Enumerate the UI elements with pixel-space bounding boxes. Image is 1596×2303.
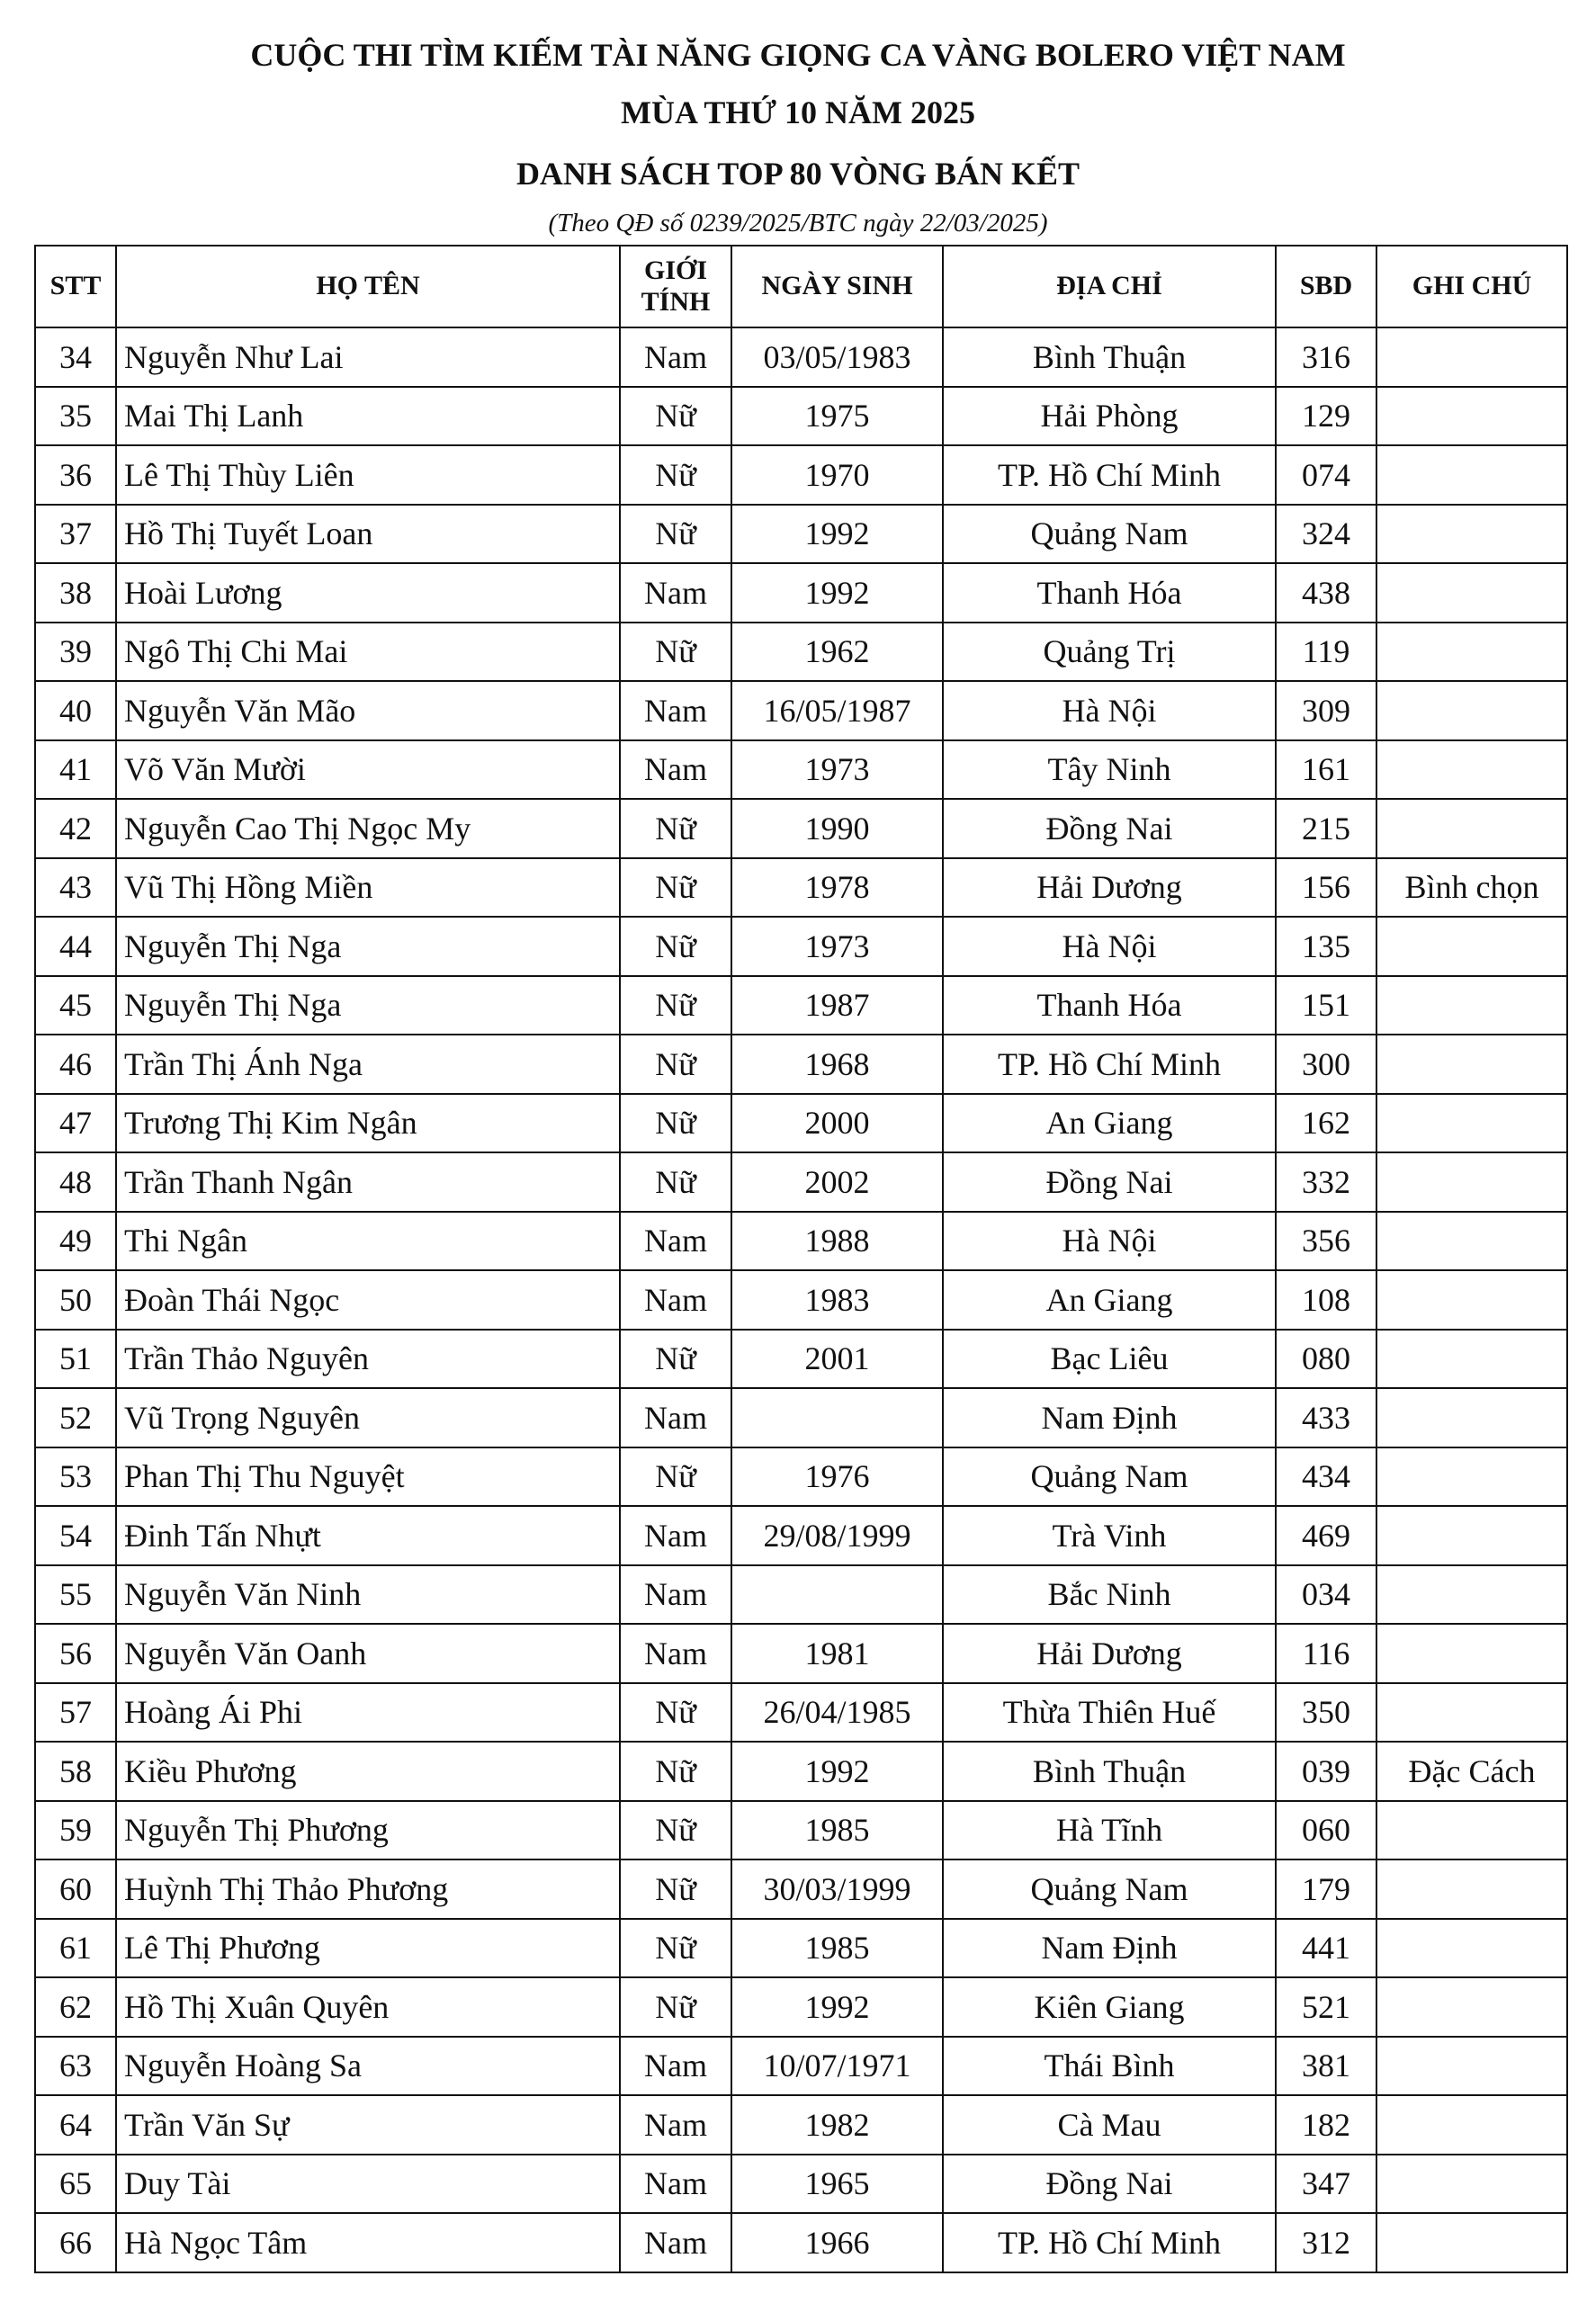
cell-stt: 61 <box>35 1919 116 1978</box>
table-row <box>35 976 1567 1035</box>
cell-gender: Nữ <box>620 1330 731 1389</box>
cell-name: Nguyễn Thị Nga <box>116 917 620 976</box>
cell-note <box>1376 387 1567 446</box>
cell-sbd: 161 <box>1276 740 1376 800</box>
table-row <box>35 1683 1567 1743</box>
cell-sbd: 156 <box>1276 858 1376 918</box>
cell-name: Nguyễn Như Lai <box>116 327 620 387</box>
cell-name: Trần Thị Ánh Nga <box>116 1035 620 1094</box>
table-row <box>35 445 1567 505</box>
cell-name: Ngô Thị Chi Mai <box>116 623 620 682</box>
cell-dob <box>731 1388 943 1447</box>
cell-note <box>1376 1388 1567 1447</box>
table-row <box>35 1742 1567 1801</box>
cell-stt: 34 <box>35 327 116 387</box>
cell-stt: 63 <box>35 2037 116 2096</box>
cell-sbd: 074 <box>1276 445 1376 505</box>
table-row <box>35 1270 1567 1330</box>
cell-address: Thừa Thiên Huế <box>943 1683 1276 1743</box>
cell-name: Võ Văn Mười <box>116 740 620 800</box>
table-row <box>35 681 1567 740</box>
cell-address: Bạc Liêu <box>943 1330 1276 1389</box>
cell-stt: 45 <box>35 976 116 1035</box>
cell-stt: 58 <box>35 1742 116 1801</box>
cell-dob: 1982 <box>731 2095 943 2155</box>
cell-gender: Nam <box>620 1388 731 1447</box>
table-row <box>35 2213 1567 2272</box>
cell-dob: 2001 <box>731 1330 943 1389</box>
table-row <box>35 1447 1567 1507</box>
cell-address: An Giang <box>943 1094 1276 1153</box>
table-row <box>35 917 1567 976</box>
list-title: DANH SÁCH TOP 80 VÒNG BÁN KẾT <box>516 156 1080 192</box>
cell-dob: 1992 <box>731 1742 943 1801</box>
cell-stt: 41 <box>35 740 116 800</box>
cell-gender: Nam <box>620 1212 731 1271</box>
cell-name: Đinh Tấn Nhựt <box>116 1506 620 1565</box>
cell-dob: 30/03/1999 <box>731 1859 943 1919</box>
cell-name: Đoàn Thái Ngọc <box>116 1270 620 1330</box>
cell-sbd: 135 <box>1276 917 1376 976</box>
cell-note <box>1376 740 1567 800</box>
cell-name: Mai Thị Lanh <box>116 387 620 446</box>
cell-note <box>1376 1212 1567 1271</box>
cell-name: Hồ Thị Xuân Quyên <box>116 1977 620 2037</box>
cell-sbd: 116 <box>1276 1624 1376 1683</box>
cell-name: Kiều Phương <box>116 1742 620 1801</box>
cell-note <box>1376 505 1567 564</box>
cell-sbd: 300 <box>1276 1035 1376 1094</box>
table-row <box>35 623 1567 682</box>
cell-sbd: 129 <box>1276 387 1376 446</box>
table-row <box>35 505 1567 564</box>
cell-name: Nguyễn Văn Mão <box>116 681 620 740</box>
cell-gender: Nữ <box>620 1919 731 1978</box>
cell-dob: 1962 <box>731 623 943 682</box>
cell-gender: Nam <box>620 2213 731 2272</box>
column-header-sbd: SBD <box>1276 246 1376 327</box>
cell-sbd: 162 <box>1276 1094 1376 1153</box>
cell-stt: 55 <box>35 1565 116 1625</box>
cell-gender: Nữ <box>620 1977 731 2037</box>
cell-gender: Nữ <box>620 445 731 505</box>
table-row <box>35 327 1567 387</box>
cell-note <box>1376 2037 1567 2096</box>
table-row <box>35 2155 1567 2214</box>
cell-gender: Nam <box>620 1624 731 1683</box>
cell-stt: 60 <box>35 1859 116 1919</box>
cell-gender: Nam <box>620 740 731 800</box>
cell-sbd: 108 <box>1276 1270 1376 1330</box>
cell-gender: Nữ <box>620 1035 731 1094</box>
cell-address: An Giang <box>943 1270 1276 1330</box>
table-row <box>35 2095 1567 2155</box>
cell-dob: 1985 <box>731 1801 943 1860</box>
cell-name: Huỳnh Thị Thảo Phương <box>116 1859 620 1919</box>
cell-sbd: 034 <box>1276 1565 1376 1625</box>
cell-dob: 2000 <box>731 1094 943 1153</box>
cell-note <box>1376 1859 1567 1919</box>
cell-gender: Nam <box>620 2037 731 2096</box>
cell-dob: 1973 <box>731 740 943 800</box>
cell-note <box>1376 2155 1567 2214</box>
table-row <box>35 1330 1567 1389</box>
cell-address: Hà Nội <box>943 917 1276 976</box>
cell-sbd: 080 <box>1276 1330 1376 1389</box>
cell-stt: 48 <box>35 1152 116 1212</box>
cell-note <box>1376 1624 1567 1683</box>
cell-sbd: 433 <box>1276 1388 1376 1447</box>
cell-name: Nguyễn Văn Oanh <box>116 1624 620 1683</box>
cell-address: TP. Hồ Chí Minh <box>943 445 1276 505</box>
cell-gender: Nam <box>620 1506 731 1565</box>
cell-address: Quảng Nam <box>943 1859 1276 1919</box>
table-body <box>35 327 1567 2272</box>
cell-gender: Nam <box>620 563 731 623</box>
cell-address: Bắc Ninh <box>943 1565 1276 1625</box>
gender-header-line2: TÍNH <box>641 286 711 317</box>
cell-note: Đặc Cách <box>1376 1742 1567 1801</box>
cell-note <box>1376 2095 1567 2155</box>
cell-note <box>1376 1330 1567 1389</box>
cell-gender: Nữ <box>620 1859 731 1919</box>
cell-note <box>1376 1977 1567 2037</box>
cell-gender: Nữ <box>620 1742 731 1801</box>
cell-name: Trần Văn Sự <box>116 2095 620 2155</box>
table-row <box>35 1212 1567 1271</box>
cell-stt: 47 <box>35 1094 116 1153</box>
table-row <box>35 1624 1567 1683</box>
cell-address: Hà Tĩnh <box>943 1801 1276 1860</box>
cell-stt: 38 <box>35 563 116 623</box>
cell-dob: 2002 <box>731 1152 943 1212</box>
cell-address: Hải Phòng <box>943 387 1276 446</box>
cell-stt: 37 <box>35 505 116 564</box>
cell-gender: Nam <box>620 681 731 740</box>
cell-sbd: 316 <box>1276 327 1376 387</box>
table-row <box>35 1859 1567 1919</box>
cell-stt: 59 <box>35 1801 116 1860</box>
season-title: MÙA THỨ 10 NĂM 2025 <box>621 94 975 130</box>
cell-address: Quảng Nam <box>943 1447 1276 1507</box>
cell-name: Trần Thanh Ngân <box>116 1152 620 1212</box>
cell-sbd: 324 <box>1276 505 1376 564</box>
cell-stt: 49 <box>35 1212 116 1271</box>
cell-stt: 54 <box>35 1506 116 1565</box>
cell-gender: Nam <box>620 1565 731 1625</box>
cell-sbd: 039 <box>1276 1742 1376 1801</box>
cell-name: Nguyễn Thị Phương <box>116 1801 620 1860</box>
cell-note <box>1376 1270 1567 1330</box>
cell-dob: 1978 <box>731 858 943 918</box>
cell-dob: 1968 <box>731 1035 943 1094</box>
cell-sbd: 060 <box>1276 1801 1376 1860</box>
cell-dob: 03/05/1983 <box>731 327 943 387</box>
cell-name: Trần Thảo Nguyên <box>116 1330 620 1389</box>
cell-note <box>1376 1919 1567 1978</box>
cell-gender: Nữ <box>620 623 731 682</box>
contestant-table <box>34 245 1568 2273</box>
cell-note <box>1376 917 1567 976</box>
cell-name: Hồ Thị Tuyết Loan <box>116 505 620 564</box>
cell-dob: 1966 <box>731 2213 943 2272</box>
cell-address: Tây Ninh <box>943 740 1276 800</box>
cell-note <box>1376 1094 1567 1153</box>
cell-sbd: 434 <box>1276 1447 1376 1507</box>
cell-address: Quảng Trị <box>943 623 1276 682</box>
cell-address: Nam Định <box>943 1919 1276 1978</box>
cell-gender: Nữ <box>620 1801 731 1860</box>
cell-stt: 39 <box>35 623 116 682</box>
cell-name: Duy Tài <box>116 2155 620 2214</box>
cell-name: Lê Thị Phương <box>116 1919 620 1978</box>
cell-name: Lê Thị Thùy Liên <box>116 445 620 505</box>
cell-sbd: 441 <box>1276 1919 1376 1978</box>
gender-header-line1: GIỚI <box>643 255 708 285</box>
cell-dob: 1992 <box>731 505 943 564</box>
cell-dob <box>731 1565 943 1625</box>
cell-note <box>1376 799 1567 858</box>
table-row <box>35 1506 1567 1565</box>
table-row <box>35 2037 1567 2096</box>
cell-sbd: 469 <box>1276 1506 1376 1565</box>
cell-gender: Nam <box>620 1270 731 1330</box>
cell-stt: 50 <box>35 1270 116 1330</box>
cell-address: Cà Mau <box>943 2095 1276 2155</box>
cell-dob: 26/04/1985 <box>731 1683 943 1743</box>
cell-gender: Nữ <box>620 1683 731 1743</box>
cell-address: Hải Dương <box>943 858 1276 918</box>
cell-sbd: 521 <box>1276 1977 1376 2037</box>
cell-address: Quảng Nam <box>943 505 1276 564</box>
column-header-name: HỌ TÊN <box>116 246 620 327</box>
cell-name: Vũ Trọng Nguyên <box>116 1388 620 1447</box>
table-row <box>35 1094 1567 1153</box>
cell-stt: 52 <box>35 1388 116 1447</box>
cell-address: Kiên Giang <box>943 1977 1276 2037</box>
cell-name: Vũ Thị Hồng Miền <box>116 858 620 918</box>
cell-stt: 56 <box>35 1624 116 1683</box>
table-row <box>35 858 1567 918</box>
table-row <box>35 1801 1567 1860</box>
cell-stt: 44 <box>35 917 116 976</box>
cell-dob: 1965 <box>731 2155 943 2214</box>
cell-note <box>1376 1035 1567 1094</box>
cell-note <box>1376 445 1567 505</box>
cell-stt: 57 <box>35 1683 116 1743</box>
cell-address: Trà Vinh <box>943 1506 1276 1565</box>
cell-note <box>1376 563 1567 623</box>
column-header-dob: NGÀY SINH <box>731 246 943 327</box>
column-header-address: ĐỊA CHỈ <box>943 246 1276 327</box>
cell-name: Trương Thị Kim Ngân <box>116 1094 620 1153</box>
cell-sbd: 215 <box>1276 799 1376 858</box>
cell-name: Hoàng Ái Phi <box>116 1683 620 1743</box>
cell-note <box>1376 1506 1567 1565</box>
cell-stt: 62 <box>35 1977 116 2037</box>
cell-address: Thanh Hóa <box>943 976 1276 1035</box>
cell-stt: 46 <box>35 1035 116 1094</box>
document-title: CUỘC THI TÌM KIẾM TÀI NĂNG GIỌNG CA VÀNG BOLERO VIỆT NAM <box>250 37 1346 73</box>
cell-gender: Nam <box>620 327 731 387</box>
table-row <box>35 1977 1567 2037</box>
cell-gender: Nữ <box>620 858 731 918</box>
table-row <box>35 1919 1567 1978</box>
cell-dob: 1976 <box>731 1447 943 1507</box>
cell-gender: Nữ <box>620 917 731 976</box>
cell-gender: Nữ <box>620 976 731 1035</box>
cell-note: Bình chọn <box>1376 858 1567 918</box>
cell-address: Hải Dương <box>943 1624 1276 1683</box>
cell-address: Hà Nội <box>943 1212 1276 1271</box>
table-row <box>35 387 1567 446</box>
cell-name: Nguyễn Văn Ninh <box>116 1565 620 1625</box>
table-row <box>35 1035 1567 1094</box>
cell-note <box>1376 2213 1567 2272</box>
cell-sbd: 350 <box>1276 1683 1376 1743</box>
cell-note <box>1376 1801 1567 1860</box>
cell-dob: 1970 <box>731 445 943 505</box>
cell-address: Thái Bình <box>943 2037 1276 2096</box>
cell-sbd: 151 <box>1276 976 1376 1035</box>
cell-name: Nguyễn Hoàng Sa <box>116 2037 620 2096</box>
cell-name: Thi Ngân <box>116 1212 620 1271</box>
cell-dob: 1990 <box>731 799 943 858</box>
cell-dob: 1985 <box>731 1919 943 1978</box>
cell-gender: Nữ <box>620 387 731 446</box>
cell-note <box>1376 1152 1567 1212</box>
column-header-gender <box>620 246 731 327</box>
cell-note <box>1376 976 1567 1035</box>
cell-sbd: 119 <box>1276 623 1376 682</box>
cell-stt: 64 <box>35 2095 116 2155</box>
cell-stt: 42 <box>35 799 116 858</box>
cell-dob: 1992 <box>731 563 943 623</box>
cell-sbd: 179 <box>1276 1859 1376 1919</box>
cell-gender: Nữ <box>620 505 731 564</box>
cell-address: TP. Hồ Chí Minh <box>943 2213 1276 2272</box>
cell-address: Đồng Nai <box>943 2155 1276 2214</box>
cell-sbd: 312 <box>1276 2213 1376 2272</box>
cell-address: TP. Hồ Chí Minh <box>943 1035 1276 1094</box>
cell-name: Hoài Lương <box>116 563 620 623</box>
cell-address: Đồng Nai <box>943 799 1276 858</box>
cell-sbd: 332 <box>1276 1152 1376 1212</box>
table-row <box>35 740 1567 800</box>
table-row <box>35 1152 1567 1212</box>
column-header-note: GHI CHÚ <box>1376 246 1567 327</box>
decision-note: (Theo QĐ số 0239/2025/BTC ngày 22/03/2025) <box>548 209 1048 237</box>
cell-note <box>1376 1683 1567 1743</box>
cell-address: Thanh Hóa <box>943 563 1276 623</box>
cell-note <box>1376 327 1567 387</box>
cell-note <box>1376 681 1567 740</box>
cell-dob: 29/08/1999 <box>731 1506 943 1565</box>
cell-stt: 36 <box>35 445 116 505</box>
cell-stt: 35 <box>35 387 116 446</box>
table-row <box>35 563 1567 623</box>
cell-address: Đồng Nai <box>943 1152 1276 1212</box>
cell-sbd: 381 <box>1276 2037 1376 2096</box>
cell-dob: 16/05/1987 <box>731 681 943 740</box>
cell-gender: Nam <box>620 2095 731 2155</box>
cell-note <box>1376 623 1567 682</box>
cell-stt: 43 <box>35 858 116 918</box>
cell-sbd: 309 <box>1276 681 1376 740</box>
cell-gender: Nữ <box>620 1094 731 1153</box>
cell-dob: 1983 <box>731 1270 943 1330</box>
cell-dob: 1973 <box>731 917 943 976</box>
column-header-stt: STT <box>35 246 116 327</box>
cell-address: Hà Nội <box>943 681 1276 740</box>
cell-stt: 53 <box>35 1447 116 1507</box>
cell-note <box>1376 1447 1567 1507</box>
cell-dob: 1992 <box>731 1977 943 2037</box>
table-row <box>35 1388 1567 1447</box>
cell-address: Bình Thuận <box>943 1742 1276 1801</box>
cell-sbd: 347 <box>1276 2155 1376 2214</box>
cell-name: Nguyễn Thị Nga <box>116 976 620 1035</box>
cell-name: Hà Ngọc Tâm <box>116 2213 620 2272</box>
cell-gender: Nữ <box>620 1152 731 1212</box>
cell-dob: 1988 <box>731 1212 943 1271</box>
table-row <box>35 1565 1567 1625</box>
cell-sbd: 356 <box>1276 1212 1376 1271</box>
cell-address: Bình Thuận <box>943 327 1276 387</box>
table-header-row <box>35 246 1567 327</box>
cell-dob: 1981 <box>731 1624 943 1683</box>
table-row <box>35 799 1567 858</box>
cell-dob: 10/07/1971 <box>731 2037 943 2096</box>
cell-gender: Nam <box>620 2155 731 2214</box>
cell-stt: 66 <box>35 2213 116 2272</box>
cell-stt: 51 <box>35 1330 116 1389</box>
cell-address: Nam Định <box>943 1388 1276 1447</box>
cell-dob: 1975 <box>731 387 943 446</box>
cell-name: Phan Thị Thu Nguyệt <box>116 1447 620 1507</box>
cell-note <box>1376 1565 1567 1625</box>
cell-stt: 40 <box>35 681 116 740</box>
cell-stt: 65 <box>35 2155 116 2214</box>
cell-dob: 1987 <box>731 976 943 1035</box>
cell-sbd: 182 <box>1276 2095 1376 2155</box>
cell-sbd: 438 <box>1276 563 1376 623</box>
cell-gender: Nữ <box>620 799 731 858</box>
cell-gender: Nữ <box>620 1447 731 1507</box>
cell-name: Nguyễn Cao Thị Ngọc My <box>116 799 620 858</box>
